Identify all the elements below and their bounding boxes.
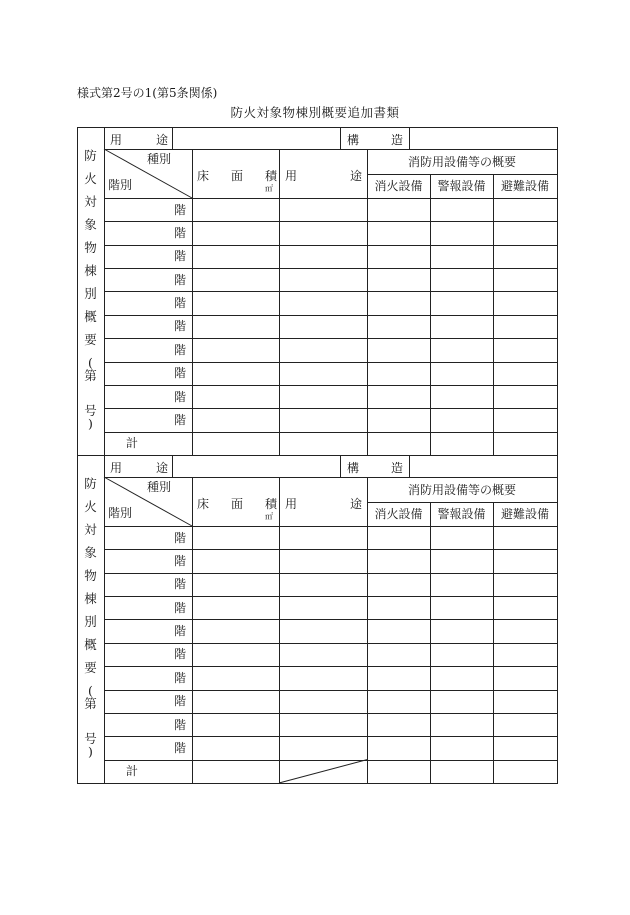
side-label-char: 防: [84, 476, 97, 491]
side-label-char: 防: [84, 148, 97, 163]
floor-row-label: 階: [173, 694, 186, 709]
side-label-char: (: [88, 683, 93, 698]
side-label-char: 別: [84, 286, 97, 301]
side-label-char: 第: [84, 696, 97, 711]
floor-row-label: 階: [173, 319, 186, 334]
side-label-char: 要: [84, 332, 97, 347]
side-label-char: (: [88, 355, 93, 370]
floor-row-label: 階: [173, 740, 186, 755]
total-usage-strike: [279, 760, 367, 783]
equipment-column-header: 消火設備: [374, 179, 423, 193]
floor-area-char: 床: [197, 497, 210, 511]
use-char: 途: [349, 497, 362, 511]
fire-equipment-header: 消防用設備等の概要: [407, 482, 516, 497]
floor-row-label: 階: [173, 647, 186, 662]
side-label-char: 要: [84, 660, 97, 675]
table-border-right: [557, 455, 558, 783]
side-vertical-label: [77, 477, 104, 757]
side-vertical-label: [77, 149, 104, 429]
fire-equipment-header: 消防用設備等の概要: [407, 154, 516, 169]
equipment-column-header: 避難設備: [500, 507, 549, 521]
floor-row-label: 階: [173, 272, 186, 287]
total-row-label: 計: [125, 764, 138, 779]
floor-row-label: 階: [173, 226, 186, 241]
side-label-char: 象: [84, 545, 97, 560]
floor-row-label: 階: [173, 412, 186, 427]
structure-char: 造: [390, 133, 403, 147]
floor-row-label: 階: [173, 624, 186, 639]
usage-char: 途: [155, 461, 168, 475]
use-label: [285, 495, 362, 512]
floor-area-char: 面: [230, 497, 243, 511]
usage-char: 途: [155, 133, 168, 147]
floor-area-char: 積: [264, 497, 277, 511]
usage-char: 用: [110, 461, 123, 475]
use-label: [285, 167, 362, 184]
use-char: 途: [349, 169, 362, 183]
floor-row-label: 階: [173, 717, 186, 732]
structure-label: [347, 131, 403, 148]
floor-row-label: 階: [173, 389, 186, 404]
floor-area-label: [197, 167, 277, 184]
floor-row-label: 階: [173, 296, 186, 311]
floor-row-label: 階: [173, 366, 186, 381]
floor-row-label: 階: [173, 670, 186, 685]
structure-char: 造: [390, 461, 403, 475]
floor-row-label: 階: [173, 249, 186, 264]
structure-char: 構: [347, 461, 360, 475]
form-title: 防火対象物棟別概要追加書類: [230, 105, 400, 120]
floor-type-label: 階別: [108, 506, 133, 520]
floor-row-label: 階: [173, 530, 186, 545]
floor-row-label: 階: [173, 202, 186, 217]
table-border-right: [557, 127, 558, 455]
side-label-char: 棟: [84, 591, 97, 606]
building-overview-block-1: [77, 127, 557, 455]
floor-row-label: 階: [173, 554, 186, 569]
side-label-char: 第: [84, 368, 97, 383]
usage-char: 用: [110, 133, 123, 147]
floor-area-label: [197, 495, 277, 512]
floor-area-char: 積: [264, 169, 277, 183]
type-label: 種別: [147, 480, 172, 494]
structure-char: 構: [347, 133, 360, 147]
floor-area-char: 床: [197, 169, 210, 183]
floor-row-label: 階: [173, 600, 186, 615]
equipment-column-header: 消火設備: [374, 507, 423, 521]
side-label-char: 物: [84, 568, 97, 583]
usage-label: [110, 131, 168, 148]
use-char: 用: [285, 497, 298, 511]
side-label-char: 号: [84, 403, 97, 418]
floor-type-label: 階別: [108, 178, 133, 192]
use-char: 用: [285, 169, 298, 183]
side-label-char: 対: [84, 522, 97, 537]
floor-area-char: 面: [230, 169, 243, 183]
equipment-column-header: 警報設備: [437, 507, 486, 521]
side-label-char: 別: [84, 614, 97, 629]
square-meter-unit: ㎡: [265, 512, 273, 521]
side-label-char: 象: [84, 217, 97, 232]
side-label-char: ): [88, 416, 93, 431]
building-overview-block-2: [77, 455, 557, 783]
square-meter-unit: ㎡: [265, 184, 273, 193]
equipment-column-header: 避難設備: [500, 179, 549, 193]
side-label-char: 号: [84, 731, 97, 746]
side-label-char: 物: [84, 240, 97, 255]
side-label-char: 概: [84, 637, 97, 652]
side-label-char: ): [88, 744, 93, 759]
side-label-char: 火: [84, 171, 97, 186]
type-label: 種別: [147, 152, 172, 166]
side-label-char: 棟: [84, 263, 97, 278]
structure-label: [347, 459, 403, 476]
floor-row-label: 階: [173, 342, 186, 357]
form-number-label: 様式第2号の1(第5条関係): [77, 86, 218, 100]
total-row-label: 計: [125, 436, 138, 451]
side-label-char: 対: [84, 194, 97, 209]
side-label-char: 概: [84, 309, 97, 324]
equipment-column-header: 警報設備: [437, 179, 486, 193]
usage-label: [110, 459, 168, 476]
floor-row-label: 階: [173, 577, 186, 592]
side-label-char: 火: [84, 499, 97, 514]
